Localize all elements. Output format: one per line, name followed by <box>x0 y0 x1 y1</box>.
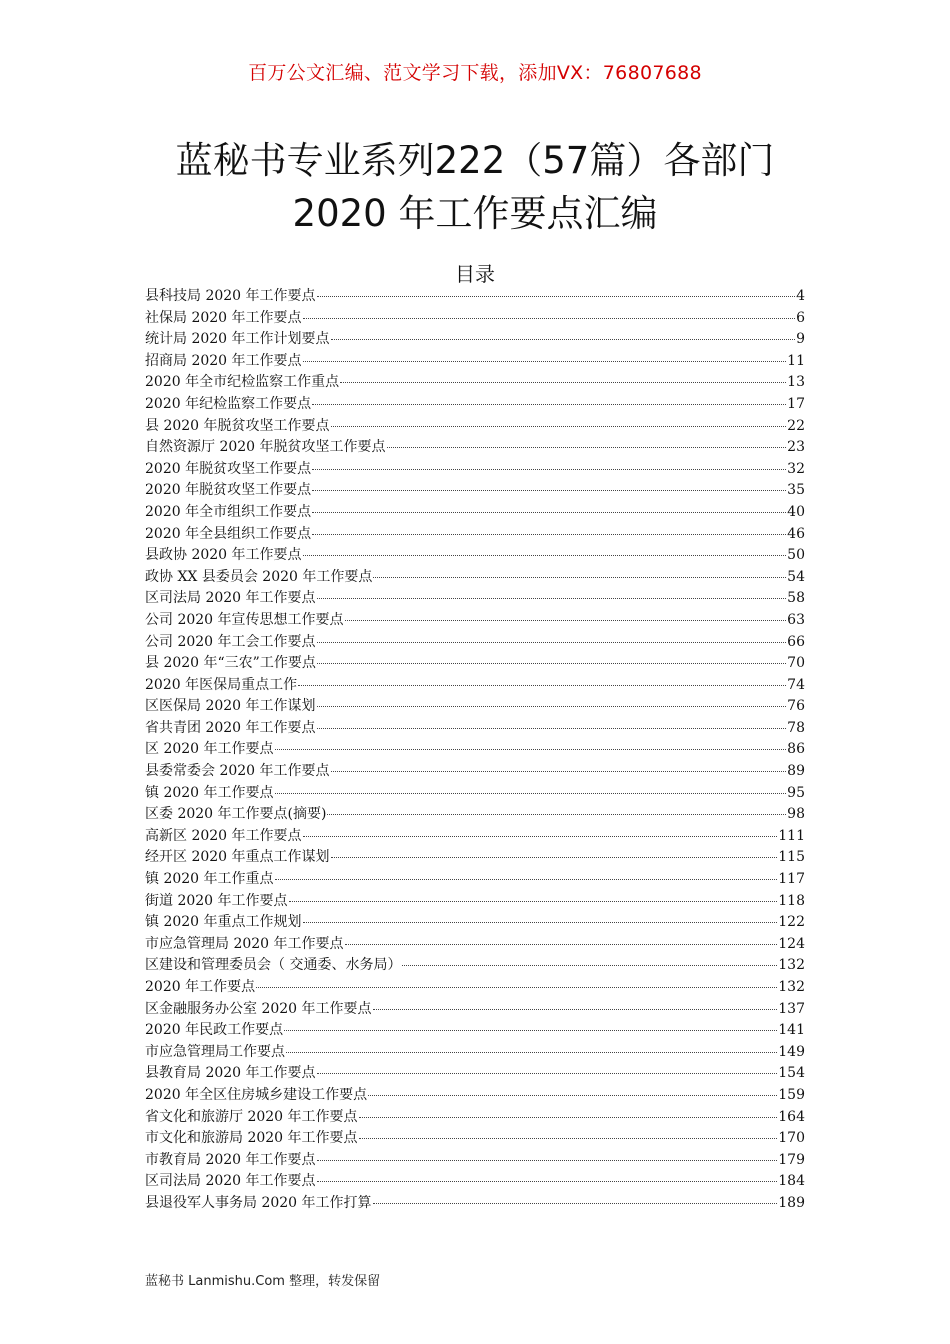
toc-entry-title: 市文化和旅游局 2020 年工作要点 <box>145 1130 358 1147</box>
toc-entry-page: 164 <box>778 1108 805 1125</box>
toc-entry[interactable] <box>145 329 805 351</box>
toc-leader-dots <box>387 446 787 448</box>
toc-entry-title: 政协 XX 县委员会 2020 年工作要点 <box>145 568 373 585</box>
toc-entry-title: 街道 2020 年工作要点 <box>145 892 288 909</box>
toc-entry[interactable] <box>145 847 805 869</box>
toc-entry-page: 6 <box>796 309 805 326</box>
toc-entry-title: 2020 年工作要点 <box>145 979 256 995</box>
toc-leader-dots <box>359 1137 778 1139</box>
document-title-line-2: 2020 年工作要点汇编 <box>292 192 658 235</box>
toc-entry-title: 2020 年民政工作要点 <box>145 1022 284 1039</box>
toc-entry-page: 35 <box>787 482 805 499</box>
toc-entry[interactable] <box>145 567 805 589</box>
toc-leader-dots <box>289 900 778 902</box>
toc-entry-page: 170 <box>778 1130 805 1147</box>
toc-leader-dots <box>317 705 787 707</box>
toc-leader-dots <box>275 878 778 880</box>
toc-leader-dots <box>317 641 787 643</box>
toc-entry[interactable] <box>145 718 805 740</box>
toc-entry-title: 统计局 2020 年工作计划要点 <box>145 331 330 348</box>
toc-entry-title: 社保局 2020 年工作要点 <box>145 309 302 326</box>
toc-entry-title: 2020 年全市组织工作要点 <box>145 503 312 520</box>
toc-entry[interactable] <box>145 480 805 502</box>
toc-entry[interactable] <box>145 739 805 761</box>
toc-entry-title: 公司 2020 年宣传思想工作要点 <box>145 611 344 628</box>
toc-leader-dots <box>256 986 777 988</box>
toc-entry-page: 115 <box>778 849 805 866</box>
toc-entry-page: 54 <box>787 568 805 585</box>
toc-leader-dots <box>373 576 786 578</box>
toc-leader-dots <box>317 295 796 297</box>
toc-entry-title: 区金融服务办公室 2020 年工作要点 <box>145 1000 372 1017</box>
toc-leader-dots <box>359 1116 778 1118</box>
toc-leader-dots <box>286 1051 777 1053</box>
toc-entry-page: 111 <box>778 827 805 844</box>
toc-entry-title: 自然资源厅 2020 年脱贫攻坚工作要点 <box>145 439 386 456</box>
toc-entry[interactable] <box>145 1020 805 1042</box>
toc-leader-dots <box>275 792 787 794</box>
toc-entry-title: 2020 年脱贫攻坚工作要点 <box>145 482 312 499</box>
toc-entry-page: 89 <box>787 763 805 780</box>
toc-leader-dots <box>345 943 778 945</box>
toc-entry-page: 124 <box>778 935 805 952</box>
toc-entry[interactable] <box>145 891 805 913</box>
toc-entry-page: 86 <box>787 741 805 758</box>
toc-leader-dots <box>284 1029 777 1031</box>
toc-entry-page: 159 <box>778 1086 805 1103</box>
toc-leader-dots <box>312 511 786 513</box>
toc-entry-page: 22 <box>787 417 805 434</box>
toc-entry-title: 2020 年纪检监察工作要点 <box>145 395 312 412</box>
toc-entry[interactable] <box>145 1107 805 1129</box>
toc-entry-title: 区建设和管理委员会（ 交通委、水务局） <box>145 957 402 974</box>
toc-entry[interactable] <box>145 372 805 394</box>
toc-entry-page: 9 <box>796 331 805 348</box>
toc-entry-page: 66 <box>787 633 805 650</box>
toc-entry[interactable] <box>145 610 805 632</box>
toc-entry-page: 76 <box>787 698 805 715</box>
toc-entry-title: 省文化和旅游厅 2020 年工作要点 <box>145 1108 358 1125</box>
footer-note: 蓝秘书 Lanmishu.Com 整理，转发保留 <box>145 1274 381 1289</box>
toc-entry[interactable] <box>145 999 805 1021</box>
toc-entry[interactable] <box>145 696 805 718</box>
toc-entry-title: 区司法局 2020 年工作要点 <box>145 590 316 607</box>
toc-entry-title: 县 2020 年“三农”工作要点 <box>145 655 316 672</box>
toc-entry[interactable] <box>145 934 805 956</box>
toc-entry[interactable] <box>145 524 805 546</box>
toc-entry-page: 132 <box>778 957 805 974</box>
toc-leader-dots <box>373 1202 778 1204</box>
toc-entry-title: 市教育局 2020 年工作要点 <box>145 1151 316 1168</box>
toc-entry-title: 县委常委会 2020 年工作要点 <box>145 763 330 780</box>
toc-leader-dots <box>298 684 786 686</box>
toc-leader-dots <box>331 338 796 340</box>
toc-entry-title: 市应急管理局 2020 年工作要点 <box>145 935 344 952</box>
toc-entry[interactable] <box>145 1063 805 1085</box>
toc-leader-dots <box>331 856 778 858</box>
toc-entry[interactable] <box>145 459 805 481</box>
toc-entry-title: 镇 2020 年工作重点 <box>145 871 274 888</box>
toc-entry-title: 区司法局 2020 年工作要点 <box>145 1173 316 1190</box>
toc-leader-dots <box>345 619 787 621</box>
promo-banner: 百万公文汇编、范文学习下载，添加VX：76807688 <box>248 62 702 84</box>
toc-entry-page: 184 <box>778 1173 805 1190</box>
toc-entry-page: 46 <box>787 525 805 542</box>
toc-entry[interactable] <box>145 869 805 891</box>
toc-entry-title: 区医保局 2020 年工作谋划 <box>145 698 316 715</box>
toc-entry-page: 149 <box>778 1043 805 1060</box>
toc-entry-title: 经开区 2020 年重点工作谋划 <box>145 849 330 866</box>
table-of-contents <box>145 286 805 1215</box>
toc-entry-title: 区 2020 年工作要点 <box>145 741 274 758</box>
toc-entry-page: 4 <box>796 288 805 304</box>
toc-entry[interactable] <box>145 502 805 524</box>
toc-entry-page: 50 <box>787 547 805 564</box>
toc-entry-page: 23 <box>787 439 805 456</box>
toc-entry[interactable] <box>145 308 805 330</box>
toc-entry-title: 区委 2020 年工作要点(摘要) <box>145 806 327 823</box>
toc-leader-dots <box>317 1159 778 1161</box>
toc-entry-page: 137 <box>778 1000 805 1017</box>
toc-heading: 目录 <box>455 262 495 286</box>
toc-leader-dots <box>303 360 787 362</box>
toc-entry-page: 118 <box>778 892 805 909</box>
toc-entry-title: 2020 年全市纪检监察工作重点 <box>145 374 340 391</box>
toc-entry-title: 县科技局 2020 年工作要点 <box>145 288 316 304</box>
toc-entry[interactable] <box>145 761 805 783</box>
toc-entry-page: 70 <box>787 655 805 672</box>
toc-entry-page: 74 <box>787 676 805 693</box>
toc-leader-dots <box>340 381 786 383</box>
toc-entry-title: 高新区 2020 年工作要点 <box>145 827 302 844</box>
toc-entry-title: 2020 年脱贫攻坚工作要点 <box>145 460 312 477</box>
toc-leader-dots <box>303 835 778 837</box>
toc-entry-page: 189 <box>778 1194 805 1211</box>
toc-entry-page: 17 <box>787 395 805 412</box>
toc-leader-dots <box>275 748 787 750</box>
toc-leader-dots <box>303 317 796 319</box>
toc-entry-page: 141 <box>778 1022 805 1039</box>
toc-entry-page: 95 <box>787 784 805 801</box>
toc-entry[interactable] <box>145 1042 805 1064</box>
toc-entry-title: 县 2020 年脱贫攻坚工作要点 <box>145 417 330 434</box>
toc-entry-page: 179 <box>778 1151 805 1168</box>
toc-entry[interactable] <box>145 977 805 999</box>
toc-entry-title: 县退役军人事务局 2020 年工作打算 <box>145 1194 372 1211</box>
toc-entry-page: 98 <box>787 806 805 823</box>
toc-entry-title: 省共青团 2020 年工作要点 <box>145 719 316 736</box>
toc-leader-dots <box>303 554 787 556</box>
toc-entry-title: 镇 2020 年重点工作规划 <box>145 914 302 931</box>
toc-leader-dots <box>327 813 786 815</box>
toc-entry[interactable] <box>145 955 805 977</box>
toc-entry-page: 40 <box>787 503 805 520</box>
toc-entry[interactable] <box>145 1171 805 1193</box>
toc-entry-page: 122 <box>778 914 805 931</box>
toc-entry[interactable] <box>145 632 805 654</box>
toc-entry[interactable] <box>145 675 805 697</box>
toc-entry[interactable] <box>145 912 805 934</box>
toc-entry[interactable] <box>145 1193 805 1215</box>
toc-entry[interactable] <box>145 545 805 567</box>
toc-entry[interactable] <box>145 1085 805 1107</box>
toc-entry-page: 58 <box>787 590 805 607</box>
toc-entry-page: 117 <box>778 871 805 888</box>
toc-leader-dots <box>368 1094 777 1096</box>
toc-entry-page: 63 <box>787 611 805 628</box>
toc-entry-title: 镇 2020 年工作要点 <box>145 784 274 801</box>
toc-entry[interactable] <box>145 1128 805 1150</box>
toc-entry-title: 2020 年医保局重点工作 <box>145 676 298 693</box>
toc-entry-page: 132 <box>778 979 805 995</box>
toc-entry[interactable] <box>145 826 805 848</box>
toc-entry-title: 公司 2020 年工会工作要点 <box>145 633 316 650</box>
toc-leader-dots <box>373 1008 778 1010</box>
toc-leader-dots <box>317 1072 778 1074</box>
toc-entry-title: 市应急管理局工作要点 <box>145 1043 285 1060</box>
toc-entry-page: 32 <box>787 460 805 477</box>
toc-entry[interactable] <box>145 416 805 438</box>
toc-leader-dots <box>402 964 777 966</box>
toc-entry[interactable] <box>145 804 805 826</box>
toc-entry-title: 2020 年全区住房城乡建设工作要点 <box>145 1086 368 1103</box>
toc-entry[interactable] <box>145 653 805 675</box>
toc-leader-dots <box>312 403 786 405</box>
toc-entry[interactable] <box>145 437 805 459</box>
toc-leader-dots <box>312 533 786 535</box>
toc-leader-dots <box>317 662 786 664</box>
toc-leader-dots <box>312 489 786 491</box>
toc-entry[interactable] <box>145 783 805 805</box>
toc-entry[interactable] <box>145 394 805 416</box>
toc-entry[interactable] <box>145 351 805 373</box>
toc-entry[interactable] <box>145 286 805 308</box>
toc-entry-title: 县政协 2020 年工作要点 <box>145 547 302 564</box>
toc-leader-dots <box>312 468 786 470</box>
toc-entry-title: 县教育局 2020 年工作要点 <box>145 1065 316 1082</box>
document-title-line-1: 蓝秘书专业系列222（57篇）各部门 <box>175 139 775 182</box>
toc-leader-dots <box>331 770 787 772</box>
toc-leader-dots <box>331 425 787 427</box>
toc-leader-dots <box>317 597 787 599</box>
toc-entry[interactable] <box>145 1150 805 1172</box>
toc-leader-dots <box>317 727 787 729</box>
toc-entry-title: 招商局 2020 年工作要点 <box>145 352 302 369</box>
toc-entry-page: 11 <box>787 352 805 369</box>
toc-leader-dots <box>317 1180 778 1182</box>
toc-leader-dots <box>303 921 778 923</box>
toc-entry-page: 13 <box>787 374 805 391</box>
toc-entry-page: 78 <box>787 719 805 736</box>
toc-entry-page: 154 <box>778 1065 805 1082</box>
toc-entry-title: 2020 年全县组织工作要点 <box>145 525 312 542</box>
toc-entry[interactable] <box>145 588 805 610</box>
